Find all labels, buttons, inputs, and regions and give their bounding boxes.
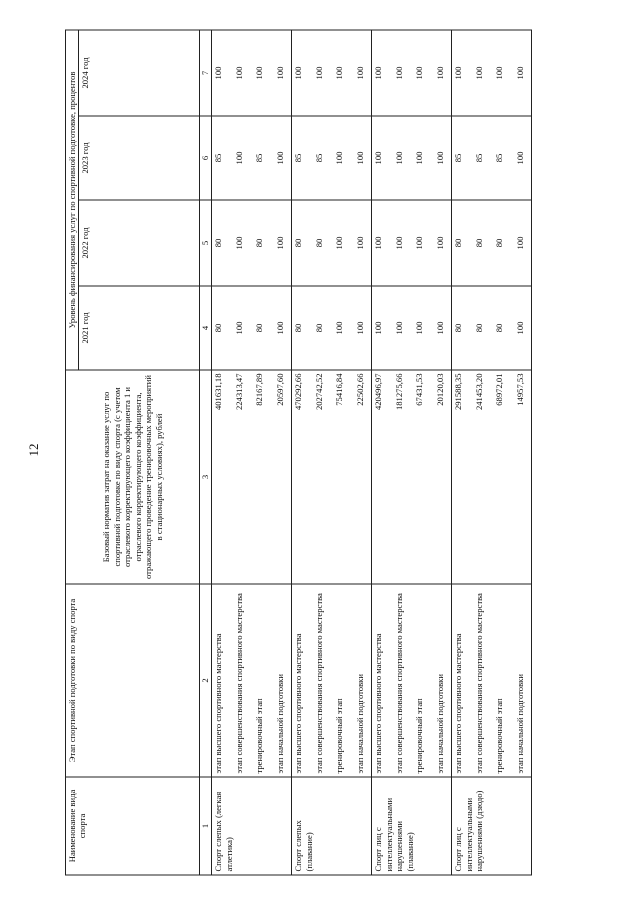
stage-cell: тренировочный этап [413, 584, 433, 777]
funding-2023-cell: 85 [493, 116, 513, 200]
sport-group [452, 30, 532, 875]
funding-2021-cell: 80 [473, 286, 493, 370]
table-row [253, 30, 273, 875]
cost-cell: 82167,89 [253, 370, 273, 584]
table-row [354, 30, 372, 875]
table-row [452, 30, 473, 875]
sport-group [292, 30, 372, 875]
cost-cell: 67431,53 [413, 370, 433, 584]
funding-2023-cell: 100 [372, 116, 393, 200]
funding-2021-cell: 100 [413, 286, 433, 370]
funding-2024-cell: 100 [393, 30, 413, 116]
stage-cell: этап совершенствования спортивного мастерства [233, 584, 253, 777]
funding-2022-cell: 100 [514, 200, 532, 286]
rotated-table-container [65, 30, 575, 875]
funding-2023-cell: 85 [473, 116, 493, 200]
funding-table [65, 29, 532, 875]
stage-cell: этап совершенствования спортивного мастерства [393, 584, 413, 777]
cost-cell: 241453,20 [473, 370, 493, 584]
funding-2023-cell: 100 [393, 116, 413, 200]
funding-2024-cell: 100 [413, 30, 433, 116]
header-year-2024: 2024 год [79, 30, 200, 116]
funding-2022-cell: 80 [253, 200, 273, 286]
funding-2023-cell: 100 [413, 116, 433, 200]
funding-2021-cell: 100 [274, 286, 292, 370]
table-row [313, 30, 333, 875]
cost-cell: 181275,66 [393, 370, 413, 584]
funding-2024-cell: 100 [434, 30, 452, 116]
table-row [292, 30, 313, 875]
funding-2024-cell: 100 [274, 30, 292, 116]
funding-2023-cell: 85 [313, 116, 333, 200]
column-index: 5 [200, 200, 212, 286]
funding-2022-cell: 100 [393, 200, 413, 286]
table-row [393, 30, 413, 875]
cost-cell: 20597,60 [274, 370, 292, 584]
stage-cell: тренировочный этап [493, 584, 513, 777]
cost-cell: 22502,66 [354, 370, 372, 584]
column-index-row [200, 30, 212, 875]
cost-cell: 420496,97 [372, 370, 393, 584]
funding-2022-cell: 80 [292, 200, 313, 286]
funding-2024-cell: 100 [452, 30, 473, 116]
funding-2023-cell: 85 [212, 116, 233, 200]
sport-name-cell: Спорт слепых (плавание) [292, 777, 372, 875]
stage-cell: тренировочный этап [253, 584, 273, 777]
stage-cell: тренировочный этап [333, 584, 353, 777]
cost-cell: 291588,35 [452, 370, 473, 584]
sport-group [372, 30, 452, 875]
sport-name-cell: Спорт лиц с интеллектуальными нарушениями (дзюдо) [452, 777, 532, 875]
funding-2022-cell: 100 [354, 200, 372, 286]
table-row [434, 30, 452, 875]
funding-2022-cell: 80 [473, 200, 493, 286]
funding-2021-cell: 80 [292, 286, 313, 370]
header-year-2022: 2022 год [79, 200, 200, 286]
funding-2024-cell: 100 [372, 30, 393, 116]
funding-2022-cell: 100 [413, 200, 433, 286]
table-row [274, 30, 292, 875]
cost-cell: 224313,47 [233, 370, 253, 584]
funding-2024-cell: 100 [333, 30, 353, 116]
funding-2023-cell: 100 [333, 116, 353, 200]
funding-2021-cell: 100 [333, 286, 353, 370]
funding-2023-cell: 85 [292, 116, 313, 200]
stage-cell: этап совершенствования спортивного мастерства [473, 584, 493, 777]
funding-2021-cell: 100 [354, 286, 372, 370]
table-row [413, 30, 433, 875]
funding-2024-cell: 100 [514, 30, 532, 116]
funding-2021-cell: 100 [372, 286, 393, 370]
header-sport: Наименование вида спорта [66, 777, 200, 875]
funding-2021-cell: 100 [233, 286, 253, 370]
table-row [372, 30, 393, 875]
funding-2021-cell: 80 [212, 286, 233, 370]
funding-2023-cell: 100 [354, 116, 372, 200]
funding-2024-cell: 100 [493, 30, 513, 116]
funding-2021-cell: 100 [514, 286, 532, 370]
table-row [473, 30, 493, 875]
column-index: 6 [200, 116, 212, 200]
stage-cell: этап высшего спортивного мастерства [292, 584, 313, 777]
header-funding: Уровень финансирования услуг по спортивной подготовке, процентов [66, 30, 79, 370]
cost-cell: 20120,03 [434, 370, 452, 584]
funding-2022-cell: 80 [313, 200, 333, 286]
funding-2024-cell: 100 [354, 30, 372, 116]
cost-cell: 68972,01 [493, 370, 513, 584]
stage-cell: этап начальной подготовки [434, 584, 452, 777]
funding-2023-cell: 100 [233, 116, 253, 200]
funding-2023-cell: 100 [274, 116, 292, 200]
funding-2023-cell: 85 [253, 116, 273, 200]
funding-2023-cell: 100 [434, 116, 452, 200]
table-row [514, 30, 532, 875]
funding-2021-cell: 80 [452, 286, 473, 370]
header-stage: Этап спортивной подготовки по виду спорта [66, 584, 200, 777]
funding-2022-cell: 100 [233, 200, 253, 286]
funding-2021-cell: 80 [493, 286, 513, 370]
funding-2021-cell: 100 [434, 286, 452, 370]
sport-name-cell: Спорт лиц с интеллектуальными нарушениями (плавание) [372, 777, 452, 875]
funding-2024-cell: 100 [313, 30, 333, 116]
stage-cell: этап начальной подготовки [354, 584, 372, 777]
stage-cell: этап начальной подготовки [274, 584, 292, 777]
page-number: 12 [26, 443, 41, 457]
cost-cell: 202742,52 [313, 370, 333, 584]
header-year-2023: 2023 год [79, 116, 200, 200]
stage-cell: этап высшего спортивного мастерства [212, 584, 233, 777]
column-index: 4 [200, 286, 212, 370]
table-header [66, 30, 212, 875]
cost-cell: 470292,66 [292, 370, 313, 584]
funding-2024-cell: 100 [253, 30, 273, 116]
funding-2022-cell: 100 [333, 200, 353, 286]
funding-2021-cell: 80 [253, 286, 273, 370]
cost-cell: 14957,53 [514, 370, 532, 584]
funding-2022-cell: 100 [372, 200, 393, 286]
funding-2022-cell: 80 [493, 200, 513, 286]
table-row [212, 30, 233, 875]
funding-2021-cell: 100 [393, 286, 413, 370]
sport-group [212, 30, 292, 875]
table-row [233, 30, 253, 875]
funding-2022-cell: 100 [274, 200, 292, 286]
cost-cell: 401631,18 [212, 370, 233, 584]
header-year-2021: 2021 год [79, 286, 200, 370]
column-index: 3 [200, 370, 212, 584]
column-index: 7 [200, 30, 212, 116]
funding-2021-cell: 80 [313, 286, 333, 370]
funding-2023-cell: 100 [514, 116, 532, 200]
table-row [493, 30, 513, 875]
stage-cell: этап начальной подготовки [514, 584, 532, 777]
funding-2022-cell: 80 [212, 200, 233, 286]
funding-2024-cell: 100 [292, 30, 313, 116]
funding-2022-cell: 80 [452, 200, 473, 286]
funding-2024-cell: 100 [233, 30, 253, 116]
column-index: 2 [200, 584, 212, 777]
funding-2024-cell: 100 [473, 30, 493, 116]
table-row [333, 30, 353, 875]
stage-cell: этап совершенствования спортивного мастерства [313, 584, 333, 777]
stage-cell: этап высшего спортивного мастерства [452, 584, 473, 777]
column-index: 1 [200, 777, 212, 875]
header-cost: Базовый норматив затрат на оказание услуг по спортивной подготовке по виду спорта (с учетом отраслевого корректирующего коэффициента 1 и отраслевого корректирующего коэффициента, отражающего проведение тренировочных мероприятий в стационарных условиях), рублей [66, 370, 200, 584]
funding-2022-cell: 100 [434, 200, 452, 286]
funding-2024-cell: 100 [212, 30, 233, 116]
stage-cell: этап высшего спортивного мастерства [372, 584, 393, 777]
sport-name-cell: Спорт слепых (легкая атлетика) [212, 777, 292, 875]
cost-cell: 75416,84 [333, 370, 353, 584]
funding-2023-cell: 85 [452, 116, 473, 200]
